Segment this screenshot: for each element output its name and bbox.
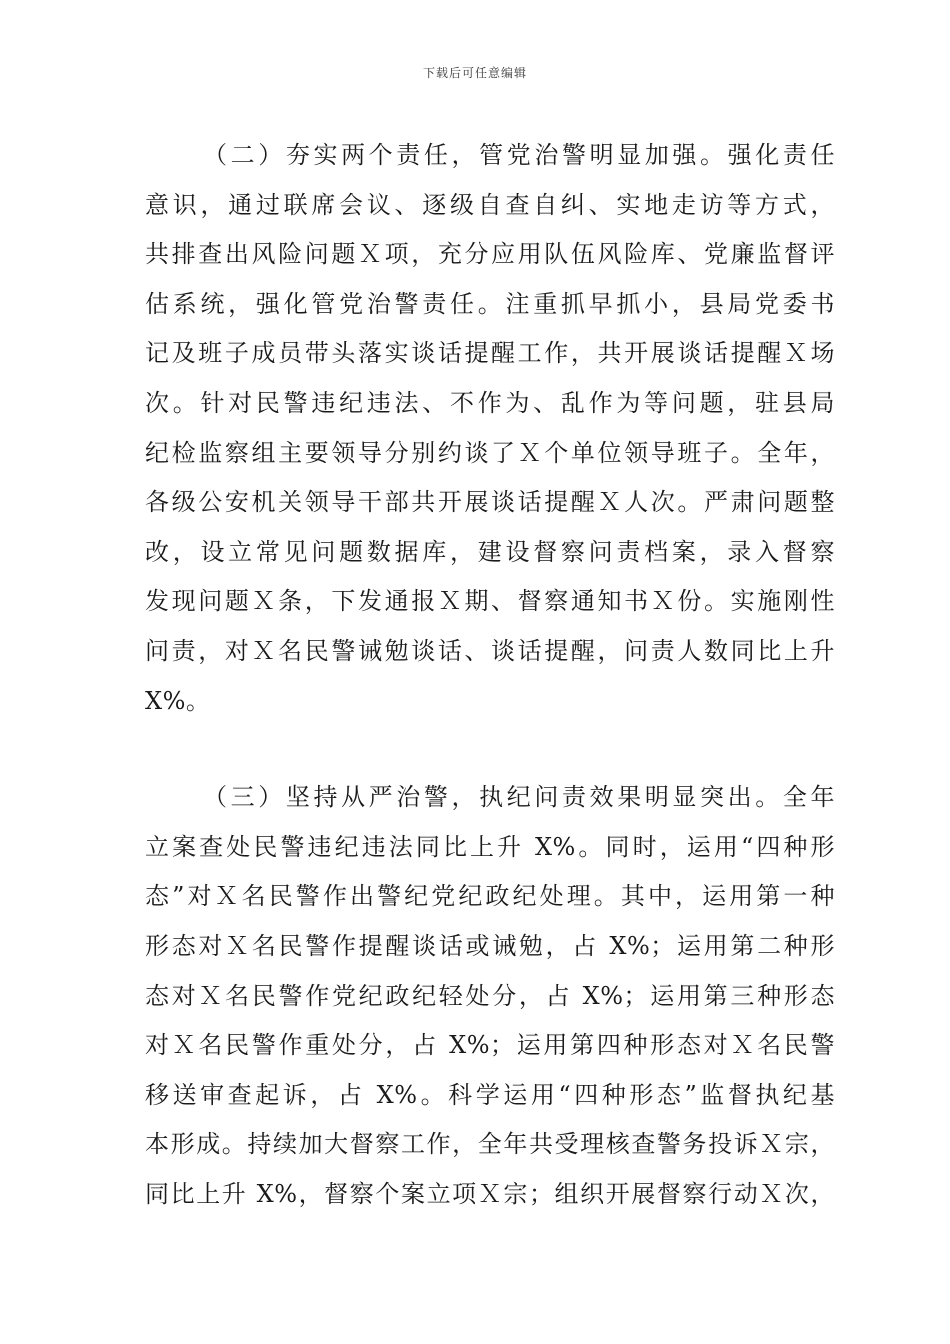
text-line: 纪检监察组主要领导分别约谈了Ｘ个单位领导班子。全年， bbox=[145, 438, 835, 467]
paragraph-discipline bbox=[145, 773, 835, 1219]
text-line: X%。 bbox=[145, 686, 211, 715]
text-line: 改，设立常见问题数据库，建设督察问责档案，录入督察 bbox=[145, 537, 835, 566]
paragraph-gap bbox=[145, 726, 835, 773]
text-line: 态”对Ｘ名民警作出警纪党纪政纪处理。其中，运用第一种 bbox=[145, 882, 835, 911]
text-line: 本形成。持续加大督察工作，全年共受理核查警务投诉Ｘ宗， bbox=[145, 1130, 835, 1159]
text-line: 各级公安机关领导干部共开展谈话提醒Ｘ人次。严肃问题整 bbox=[145, 488, 835, 517]
text-line: 共排查出风险问题Ｘ项，充分应用队伍风险库、党廉监督评 bbox=[145, 240, 835, 269]
text-line: 移送审查起诉，占 X%。科学运用“四种形态”监督执纪基 bbox=[145, 1080, 835, 1109]
text-line: （三）坚持从严治警，执纪问责效果明显突出。全年 bbox=[203, 783, 835, 812]
header-note: 下载后可任意编辑 bbox=[422, 66, 527, 80]
text-line: 同比上升 X%，督察个案立项Ｘ宗；组织开展督察行动Ｘ次， bbox=[145, 1179, 835, 1208]
text-line: 估系统，强化管党治警责任。注重抓早抓小，县局党委书 bbox=[145, 289, 835, 318]
text-line: 问责，对Ｘ名民警诫勉谈话、谈话提醒，问责人数同比上升 bbox=[145, 636, 835, 665]
text-line: 对Ｘ名民警作重处分，占 X%；运用第四种形态对Ｘ名民警 bbox=[145, 1031, 835, 1060]
document-body bbox=[145, 131, 835, 1219]
text-line: 发现问题Ｘ条，下发通报Ｘ期、督察通知书Ｘ份。实施刚性 bbox=[145, 587, 835, 616]
text-line: 立案查处民警违纪违法同比上升 X%。同时，运用“四种形 bbox=[145, 832, 835, 861]
text-line: 记及班子成员带头落实谈话提醒工作，共开展谈话提醒Ｘ场 bbox=[145, 339, 835, 368]
text-line: 形态对Ｘ名民警作提醒谈话或诫勉，占 X%；运用第二种形 bbox=[145, 931, 835, 960]
text-line: （二）夯实两个责任，管党治警明显加强。强化责任 bbox=[203, 141, 835, 169]
text-line: 意识，通过联席会议、逐级自查自纠、实地走访等方式， bbox=[145, 190, 835, 219]
text-line: 次。针对民警违纪违法、不作为、乱作为等问题，驻县局 bbox=[145, 388, 835, 417]
text-line: 态对Ｘ名民警作党纪政纪轻处分，占 X%；运用第三种形态 bbox=[145, 981, 835, 1010]
paragraph-responsibility bbox=[145, 131, 835, 726]
